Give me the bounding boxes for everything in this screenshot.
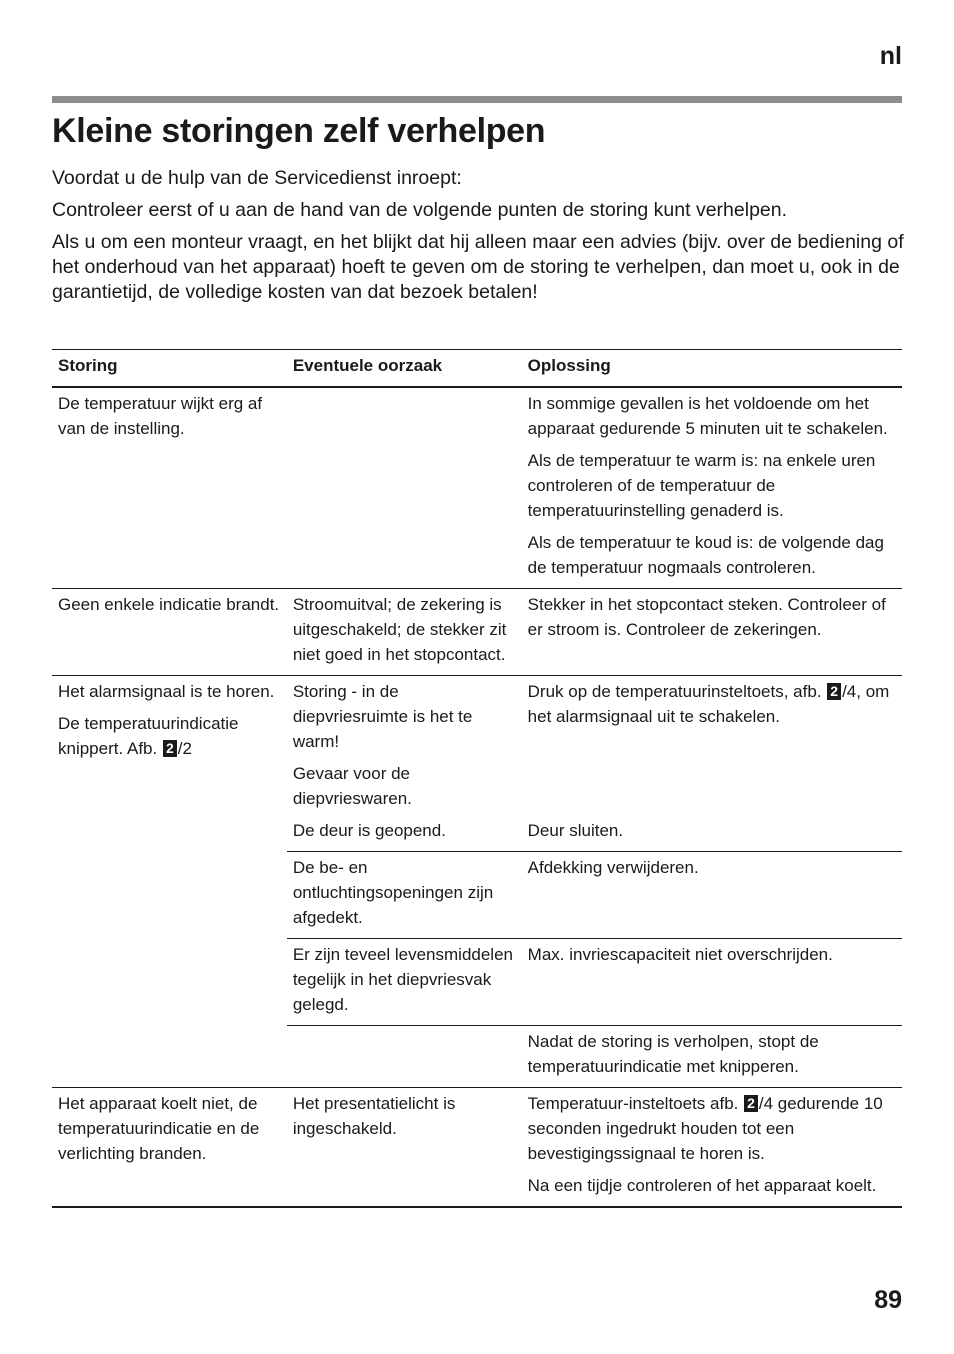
page-number: 89 [874, 1286, 902, 1314]
oplossing-cell [522, 815, 902, 852]
storing-cell [52, 1088, 287, 1208]
table-header-row [52, 350, 902, 388]
storing-text: Geen enkele indicatie brandt. [58, 595, 280, 614]
intro-text [52, 166, 912, 312]
oorzaak-cell [287, 939, 522, 1026]
figure-badge: 2 [163, 740, 177, 757]
oplossing-cell [522, 1088, 902, 1208]
intro-paragraph: Controleer eerst of u aan de hand van de volgende punten de storing kunt verhelpen. [52, 199, 788, 221]
oorzaak-text: Er zijn teveel levensmiddelen tegelijk in het diepvriesvak gelegd. [292, 945, 513, 1014]
oorzaak-cell [287, 815, 522, 852]
oplossing-cell [522, 387, 902, 589]
table-row [52, 387, 902, 589]
troubleshooting-table [52, 349, 902, 1208]
oplossing-text: Als de temperatuur te koud is: de volgende dag de temperatuur nogmaals controleren. [527, 533, 884, 577]
oplossing-text: Na een tijdje controleren of het apparaat koelt. [527, 1176, 877, 1195]
table-row [52, 676, 902, 816]
figure-badge: 2 [744, 1095, 758, 1112]
oplossing-text: Deur sluiten. [527, 821, 624, 840]
oplossing-cell [522, 939, 902, 1026]
table-row [52, 589, 902, 676]
intro-paragraph: Als u om een monteur vraagt, en het blijkt dat hij alleen maar een advies (bijv. over de bediening of het onderhoud van het apparaat) hoeft te geven om de storing te verhelpen, dan moet u, ook in de garantietijd, de volledige kosten van dat bezoek betalen! [52, 231, 904, 303]
intro-paragraph: Voordat u de hulp van de Servicedienst inroept: [52, 167, 462, 189]
oplossing-text: Nadat de storing is verholpen, stopt de temperatuurindicatie met knipperen. [527, 1032, 819, 1076]
storing-cell [52, 589, 287, 676]
oorzaak-text: De deur is geopend. [292, 821, 446, 840]
oplossing-text: In sommige gevallen is het voldoende om het apparaat gedurende 5 minuten uit te schakelen. [527, 394, 888, 438]
oplossing-text: Als de temperatuur te warm is: na enkele uren controleren of de temperatuur de temperatuurinstelling genaderd is. [527, 451, 876, 520]
page-title: Kleine storingen zelf verhelpen [52, 112, 546, 150]
storing-text: Het apparaat koelt niet, de temperatuurindicatie en de verlichting branden. [58, 1094, 260, 1163]
oorzaak-cell [287, 589, 522, 676]
header-rule [52, 96, 902, 103]
storing-text: De temperatuurindicatie knippert. Afb. 2 /2 [58, 714, 239, 758]
oplossing-cell [522, 589, 902, 676]
oorzaak-cell [287, 1088, 522, 1208]
oplossing-text: Druk op de temperatuurinsteltoets, afb. 2 /4, om het alarmsignaal uit te schakelen. [527, 682, 890, 726]
column-header-oorzaak: Eventuele oorzaak [287, 350, 522, 388]
oorzaak-text: Het presentatielicht is ingeschakeld. [292, 1094, 456, 1138]
oplossing-cell [522, 852, 902, 939]
storing-cell [52, 676, 287, 1088]
storing-text: Het alarmsignaal is te horen. [58, 682, 275, 701]
storing-text: De temperatuur wijkt erg af van de instelling. [58, 394, 263, 438]
oplossing-text: Max. invriescapaciteit niet overschrijden. [527, 945, 833, 964]
oorzaak-cell [287, 387, 522, 589]
figure-badge: 2 [827, 683, 841, 700]
oorzaak-text: Stroomuitval; de zekering is uitgeschakeld; de stekker zit niet goed in het stopcontact. [292, 595, 507, 664]
oorzaak-cell [287, 1026, 522, 1088]
language-code: nl [879, 42, 902, 70]
oplossing-text: Afdekking verwijderen. [527, 858, 699, 877]
oorzaak-cell [287, 852, 522, 939]
storing-cell [52, 387, 287, 589]
oplossing-text: Stekker in het stopcontact steken. Controleer of er stroom is. Controleer de zekeringen. [527, 595, 886, 639]
table-row [52, 1088, 902, 1208]
column-header-storing: Storing [52, 350, 287, 388]
oorzaak-text: De be- en ontluchtingsopeningen zijn afgedekt. [292, 858, 494, 927]
oplossing-cell [522, 1026, 902, 1088]
oorzaak-text: Storing - in de diepvriesruimte is het te warm! [292, 682, 473, 751]
oplossing-text: Temperatuur-insteltoets afb. 2 /4 gedurende 10 seconden ingedrukt houden tot een bevestigingssignaal te horen is. [527, 1094, 883, 1163]
oorzaak-text: Gevaar voor de diepvrieswaren. [292, 764, 412, 808]
column-header-oplossing: Oplossing [522, 350, 902, 388]
oorzaak-cell [287, 676, 522, 816]
oplossing-cell [522, 676, 902, 816]
